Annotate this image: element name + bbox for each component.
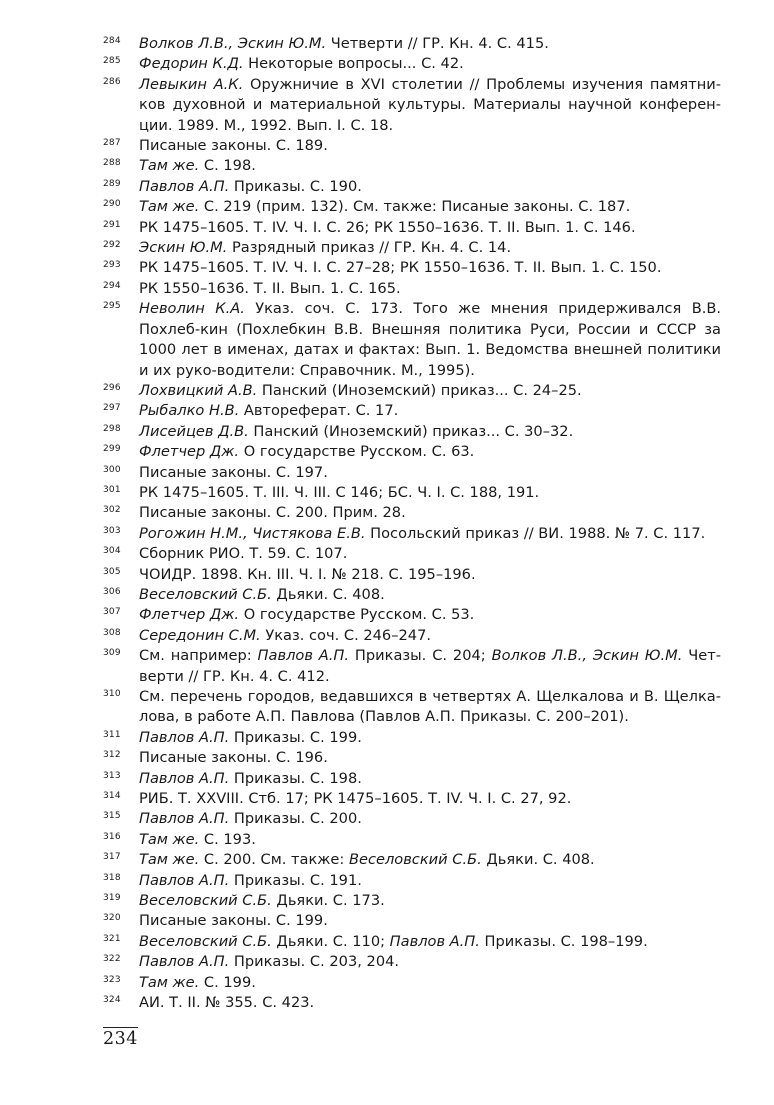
footnote-number: 300 [103, 464, 121, 475]
footnote-segment: АИ. Т. II. № 355. С. 423. [139, 994, 315, 1012]
footnote [103, 769, 721, 789]
footnote-number: 315 [103, 811, 121, 822]
footnote-number: 306 [103, 586, 121, 597]
footnote [103, 381, 721, 401]
footnote-number: 317 [103, 852, 121, 863]
footnote-number: 308 [103, 627, 121, 638]
footnote-segment: Посольский приказ // ВИ. 1988. № 7. С. 117. [365, 524, 706, 542]
footnote-segment: Указ. соч. С. 173. Того же мнения придерживался В.В. Похлеб-кин (Похлебкин В.В. Внешняя политика Руси, России и СССР за 1000 лет в именах, датах и фактах: Вып. 1. Ведомства внешней политики и их руко-водители: Справочник. М., 1995). [139, 300, 721, 379]
footnote-segment: О государстве Русском. С. 63. [239, 443, 475, 461]
footnote-number: 295 [103, 301, 121, 312]
footnote-number: 318 [103, 872, 121, 883]
footnote-author: Рыбалко Н.В. [139, 402, 240, 420]
footnote-author: Веселовский С.Б. [139, 932, 272, 950]
footnote-segment: Панский (Иноземский) приказ... С. 24–25. [257, 381, 582, 399]
footnote-number: 302 [103, 505, 121, 516]
footnote-segment: Приказы. С. 203, 204. [229, 953, 400, 971]
footnote-number: 324 [103, 995, 121, 1006]
footnote-segment: РК 1475–1605. Т. IV. Ч. I. С. 27–28; РК 1550–1636. Т. II. Вып. 1. С. 150. [139, 259, 662, 277]
footnote-segment: Писаные законы. С. 200. Прим. 28. [139, 504, 406, 522]
footnote-author: Волков Л.В., Эскин Ю.М. [491, 647, 683, 665]
footnote-number: 314 [103, 791, 121, 802]
footnote-text [139, 177, 721, 197]
footnote-number: 299 [103, 444, 121, 455]
footnote [103, 524, 721, 544]
footnote-segment: Панский (Иноземский) приказ... С. 30–32. [248, 422, 574, 440]
footnote-number: 303 [103, 525, 121, 536]
footnote-text [139, 524, 721, 544]
footnote-segment: О государстве Русском. С. 53. [239, 606, 475, 624]
footnote-segment: Приказы. С. 198. [229, 769, 362, 787]
footnote [103, 503, 721, 523]
footnote [103, 177, 721, 197]
footnote-text [139, 442, 721, 462]
footnote-text [139, 646, 721, 687]
footnote-number: 284 [103, 36, 121, 46]
footnote-author: Павлов А.П. [139, 953, 230, 971]
footnote-segment: Некоторые вопросы... С. 42. [243, 55, 464, 73]
footnote-author: Там же. [139, 830, 200, 848]
footnote-segment: РК 1550–1636. Т. II. Вып. 1. С. 165. [139, 279, 401, 297]
footnote [103, 258, 721, 278]
footnote-segment: Разрядный приказ // ГР. Кн. 4. С. 14. [227, 239, 512, 257]
footnote-number: 310 [103, 689, 121, 699]
footnote-number: 320 [103, 913, 121, 924]
footnote [103, 728, 721, 748]
footnote-segment: Дьяки. С. 408. [481, 851, 595, 869]
footnote-author: Павлов А.П. [139, 769, 230, 787]
footnote-segment: С. 198. [199, 157, 256, 175]
footnote-number: 292 [103, 240, 121, 251]
footnote [103, 197, 721, 217]
footnote [103, 54, 721, 74]
footnote-number: 313 [103, 770, 121, 781]
footnote-segment: Приказы. С. 190. [229, 177, 362, 195]
footnote-text [139, 544, 721, 564]
footnote [103, 932, 721, 952]
footnote-segment: Приказы. С. 200. [229, 810, 362, 828]
footnote-segment: Чет-верти // ГР. Кн. 4. С. 412. [139, 647, 722, 685]
footnote-number: 297 [103, 403, 121, 414]
footnote-text [139, 258, 721, 278]
footnote-segment: С. 219 (прим. 132). См. также: Писаные законы. С. 187. [199, 198, 631, 216]
footnote-author: Середонин С.М. [139, 626, 261, 644]
footnote [103, 850, 721, 870]
footnote-text [139, 932, 721, 952]
footnote-number: 319 [103, 893, 121, 904]
footnote [103, 891, 721, 911]
footnote-author: Рогожин Н.М., Чистякова Е.В. [139, 524, 366, 542]
footnote-number: 298 [103, 423, 121, 434]
footnote-author: Там же. [139, 198, 200, 216]
footnote-number: 288 [103, 158, 121, 169]
footnote-segment: Приказы. С. 191. [229, 871, 362, 889]
footnote-author: Веселовский С.Б. [139, 585, 272, 603]
footnote-text [139, 728, 721, 748]
footnote-segment: Приказы. С. 204; [349, 647, 492, 665]
footnote [103, 973, 721, 993]
footnote-segment: Четверти // ГР. Кн. 4. С. 415. [326, 35, 549, 52]
footnote [103, 136, 721, 156]
footnote-text [139, 503, 721, 523]
footnote [103, 565, 721, 585]
footnote-text [139, 75, 721, 136]
footnote-text [139, 809, 721, 829]
footnote-text [139, 238, 721, 258]
footnote [103, 687, 721, 728]
footnote [103, 299, 721, 381]
footnote-author: Павлов А.П. [139, 810, 230, 828]
footnote-number: 322 [103, 954, 121, 965]
footnote [103, 748, 721, 768]
footnote-text [139, 381, 721, 401]
footnote [103, 483, 721, 503]
footnote-segment: См. например: [139, 647, 258, 665]
footnote-number: 293 [103, 260, 121, 271]
footnote [103, 544, 721, 564]
footnote [103, 952, 721, 972]
footnote-text [139, 197, 721, 217]
footnote-author: Флетчер Дж. [139, 606, 240, 624]
footnote-number: 304 [103, 546, 121, 557]
footnote-text [139, 891, 721, 911]
footnote-author: Павлов А.П. [139, 871, 230, 889]
footnote-number: 286 [103, 76, 121, 87]
footnote [103, 789, 721, 809]
footnote-number: 291 [103, 219, 121, 230]
footnote-author: Павлов А.П. [139, 728, 230, 746]
footnote-author: Эскин Ю.М. [139, 239, 228, 257]
footnote-text [139, 973, 721, 993]
footnote [103, 605, 721, 625]
footnote-text [139, 156, 721, 176]
footnote-text [139, 911, 721, 931]
page-number: 234 [103, 1029, 138, 1049]
footnote-text [139, 748, 721, 768]
footnote [103, 218, 721, 238]
footnote [103, 463, 721, 483]
footnote-segment: Указ. соч. С. 246–247. [260, 626, 431, 644]
footnote-text [139, 422, 721, 442]
footnote-number: 316 [103, 831, 121, 842]
footnote [103, 442, 721, 462]
footnote-author: Там же. [139, 157, 200, 175]
footnote-segment: С. 200. См. также: [199, 851, 349, 869]
footnote-segment: Писаные законы. С. 196. [139, 749, 328, 767]
footnote-segment: Приказы. С. 199. [229, 728, 362, 746]
footnote-text [139, 218, 721, 238]
footnote-segment: Дьяки. С. 110; [271, 932, 390, 950]
footnote-number: 305 [103, 566, 121, 577]
footnote-segment: Писаные законы. С. 199. [139, 912, 328, 930]
footnote-author: Лисейцев Д.В. [139, 422, 249, 440]
footnote-segment: Писаные законы. С. 189. [139, 137, 328, 155]
footnote-number: 309 [103, 648, 121, 659]
footnote-text [139, 34, 721, 54]
footnote-author: Павлов А.П. [139, 177, 230, 195]
footnote-number: 289 [103, 178, 121, 189]
footnote-text [139, 299, 721, 381]
footnote-number: 294 [103, 280, 121, 291]
footnote-author: Флетчер Дж. [139, 443, 240, 461]
footnote-segment: Сборник РИО. Т. 59. С. 107. [139, 545, 348, 563]
footnote-number: 312 [103, 750, 121, 761]
footnote-text [139, 687, 721, 728]
footnote-segment: РИБ. Т. XXVIII. Стб. 17; РК 1475–1605. Т. IV. Ч. I. С. 27, 92. [139, 790, 572, 808]
footnote [103, 830, 721, 850]
footnote-text [139, 279, 721, 299]
footnote-author: Федорин К.Д. [139, 55, 244, 73]
footnote-number: 311 [103, 729, 121, 740]
footnote-segment: Автореферат. С. 17. [239, 402, 399, 420]
footnote-number: 307 [103, 607, 121, 618]
footnote-segment: С. 199. [199, 973, 256, 991]
footnote [103, 422, 721, 442]
footnote [103, 75, 721, 136]
footnote-segment: Приказы. С. 198–199. [479, 932, 648, 950]
footnote [103, 626, 721, 646]
footnote-text [139, 626, 721, 646]
footnote [103, 238, 721, 258]
footnote-author: Павлов А.П. [389, 932, 480, 950]
footnote-author: Волков Л.В., Эскин Ю.М. [139, 35, 327, 52]
footnote [103, 585, 721, 605]
footnote-number: 301 [103, 484, 121, 495]
footnote-segment: РК 1475–1605. Т. IV. Ч. I. С. 26; РК 1550–1636. Т. II. Вып. 1. С. 146. [139, 218, 636, 236]
footnote-segment: Дьяки. С. 408. [271, 585, 385, 603]
footnote-text [139, 565, 721, 585]
page-number-rule [103, 1027, 138, 1028]
footnote-author: Веселовский С.Б. [348, 851, 482, 869]
footnote [103, 993, 721, 1013]
footnote [103, 809, 721, 829]
footnote-text [139, 830, 721, 850]
footnote-text [139, 463, 721, 483]
footnote-text [139, 54, 721, 74]
footnote-text [139, 483, 721, 503]
footnote-number: 296 [103, 382, 121, 393]
footnote [103, 871, 721, 891]
footnote-segment: См. перечень городов, ведавшихся в четвертях А. Щелкалова и В. Щелка-лова, в работе А.П. Павлова (Павлов А.П. Приказы. С. 200–201). [139, 688, 721, 726]
footnote-segment: РК 1475–1605. Т. III. Ч. III. С 146; БС. Ч. I. С. 188, 191. [139, 483, 540, 501]
footnote-number: 287 [103, 138, 121, 149]
footnote-text [139, 789, 721, 809]
footnote-author: Там же. [139, 851, 200, 869]
footnote-segment: Дьяки. С. 173. [271, 892, 385, 910]
footnote-author: Веселовский С.Б. [139, 892, 272, 910]
footnote-author: Там же. [139, 973, 200, 991]
footnote [103, 156, 721, 176]
footnote-segment: Оружничие в XVI столетии // Проблемы изучения памятни-ков духовной и материальной культуры. Материалы научной конферен-ции. 1989. М., 1992. Вып. I. С. 18. [139, 75, 721, 134]
footnote-author: Левыкин А.К. [139, 75, 244, 93]
footnote [103, 911, 721, 931]
footnotes-list [103, 34, 721, 1014]
footnote [103, 401, 721, 421]
footnote-number: 290 [103, 199, 121, 210]
footnote-number: 285 [103, 56, 121, 67]
footnote-author: Лохвицкий А.В. [139, 381, 258, 399]
footnote-segment: С. 193. [199, 830, 256, 848]
footnote-author: Неволин К.А. [139, 300, 245, 318]
footnote [103, 646, 721, 687]
footnote-text [139, 401, 721, 421]
footnote-text [139, 605, 721, 625]
footnote [103, 279, 721, 299]
footnote-text [139, 136, 721, 156]
footnote-number: 323 [103, 974, 121, 985]
footnote-text [139, 585, 721, 605]
footnote-text [139, 952, 721, 972]
footnote-text [139, 850, 721, 870]
footnote [103, 34, 721, 54]
footnote-segment: ЧОИДР. 1898. Кн. III. Ч. I. № 218. С. 195–196. [139, 565, 476, 583]
footnote-segment: Писаные законы. С. 197. [139, 463, 328, 481]
footnote-text [139, 871, 721, 891]
footnote-author: Павлов А.П. [257, 647, 350, 665]
footnote-text [139, 993, 721, 1013]
footnote-text [139, 769, 721, 789]
footnote-number: 321 [103, 933, 121, 944]
